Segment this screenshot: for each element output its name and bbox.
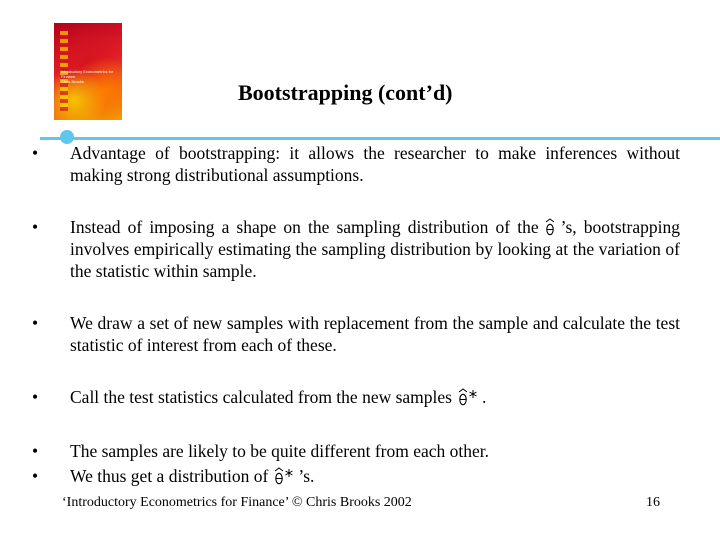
book-cover-image	[54, 23, 122, 120]
cover-text	[61, 69, 117, 84]
bullet-marker: •	[32, 387, 39, 407]
theta-star-icon	[272, 467, 294, 485]
bullet-text	[70, 386, 680, 408]
cover-title: Introductory Econometrics for Finance	[61, 69, 114, 79]
theta-star-icon	[456, 388, 478, 406]
slide-title: Bootstrapping (cont’d)	[238, 80, 453, 105]
bullet-item	[32, 386, 680, 408]
bullet-text-after: ’s.	[298, 466, 315, 486]
bullet-marker: •	[32, 466, 39, 486]
bullet-text: The samples are likely to be quite different from each other.	[70, 441, 490, 461]
bullet-item	[32, 312, 680, 356]
cover-author: Chris Brooks	[61, 79, 84, 84]
bullet-text-after: .	[481, 387, 487, 407]
bullet-marker: •	[32, 441, 39, 461]
bullet-text-before: Instead of imposing a shape on the sampling distribution of the	[70, 217, 539, 237]
bullet-item	[32, 216, 680, 282]
bullet-text	[70, 465, 680, 487]
bullet-text	[70, 216, 680, 282]
bullet-text: Advantage of bootstrapping: it allows the researcher to make inferences without making strong distributional assumptions.	[70, 143, 680, 185]
bullet-text-after: ’s, bootstrapping involves empirically estimating the sampling distribution by looking at the variation of the statistic within sample.	[70, 217, 680, 281]
bullet-item	[32, 440, 680, 462]
bullet-marker: •	[32, 313, 39, 333]
bullet-item	[32, 142, 680, 186]
bullet-text: We draw a set of new samples with replacement from the sample and calculate the test statistic of interest from each of these.	[70, 313, 680, 355]
theta-hat-icon	[543, 218, 557, 236]
slide-footer: ‘Introductory Econometrics for Finance’ © Chris Brooks 2002	[62, 495, 412, 510]
title-divider	[40, 137, 720, 140]
page-number: 16	[646, 495, 660, 510]
bullet-item	[32, 465, 680, 487]
bullet-marker: •	[32, 217, 39, 237]
bullet-marker: •	[32, 143, 39, 163]
bullet-text-before: Call the test statistics calculated from the new samples	[70, 387, 452, 407]
bullet-text-before: We thus get a distribution of	[70, 466, 269, 486]
